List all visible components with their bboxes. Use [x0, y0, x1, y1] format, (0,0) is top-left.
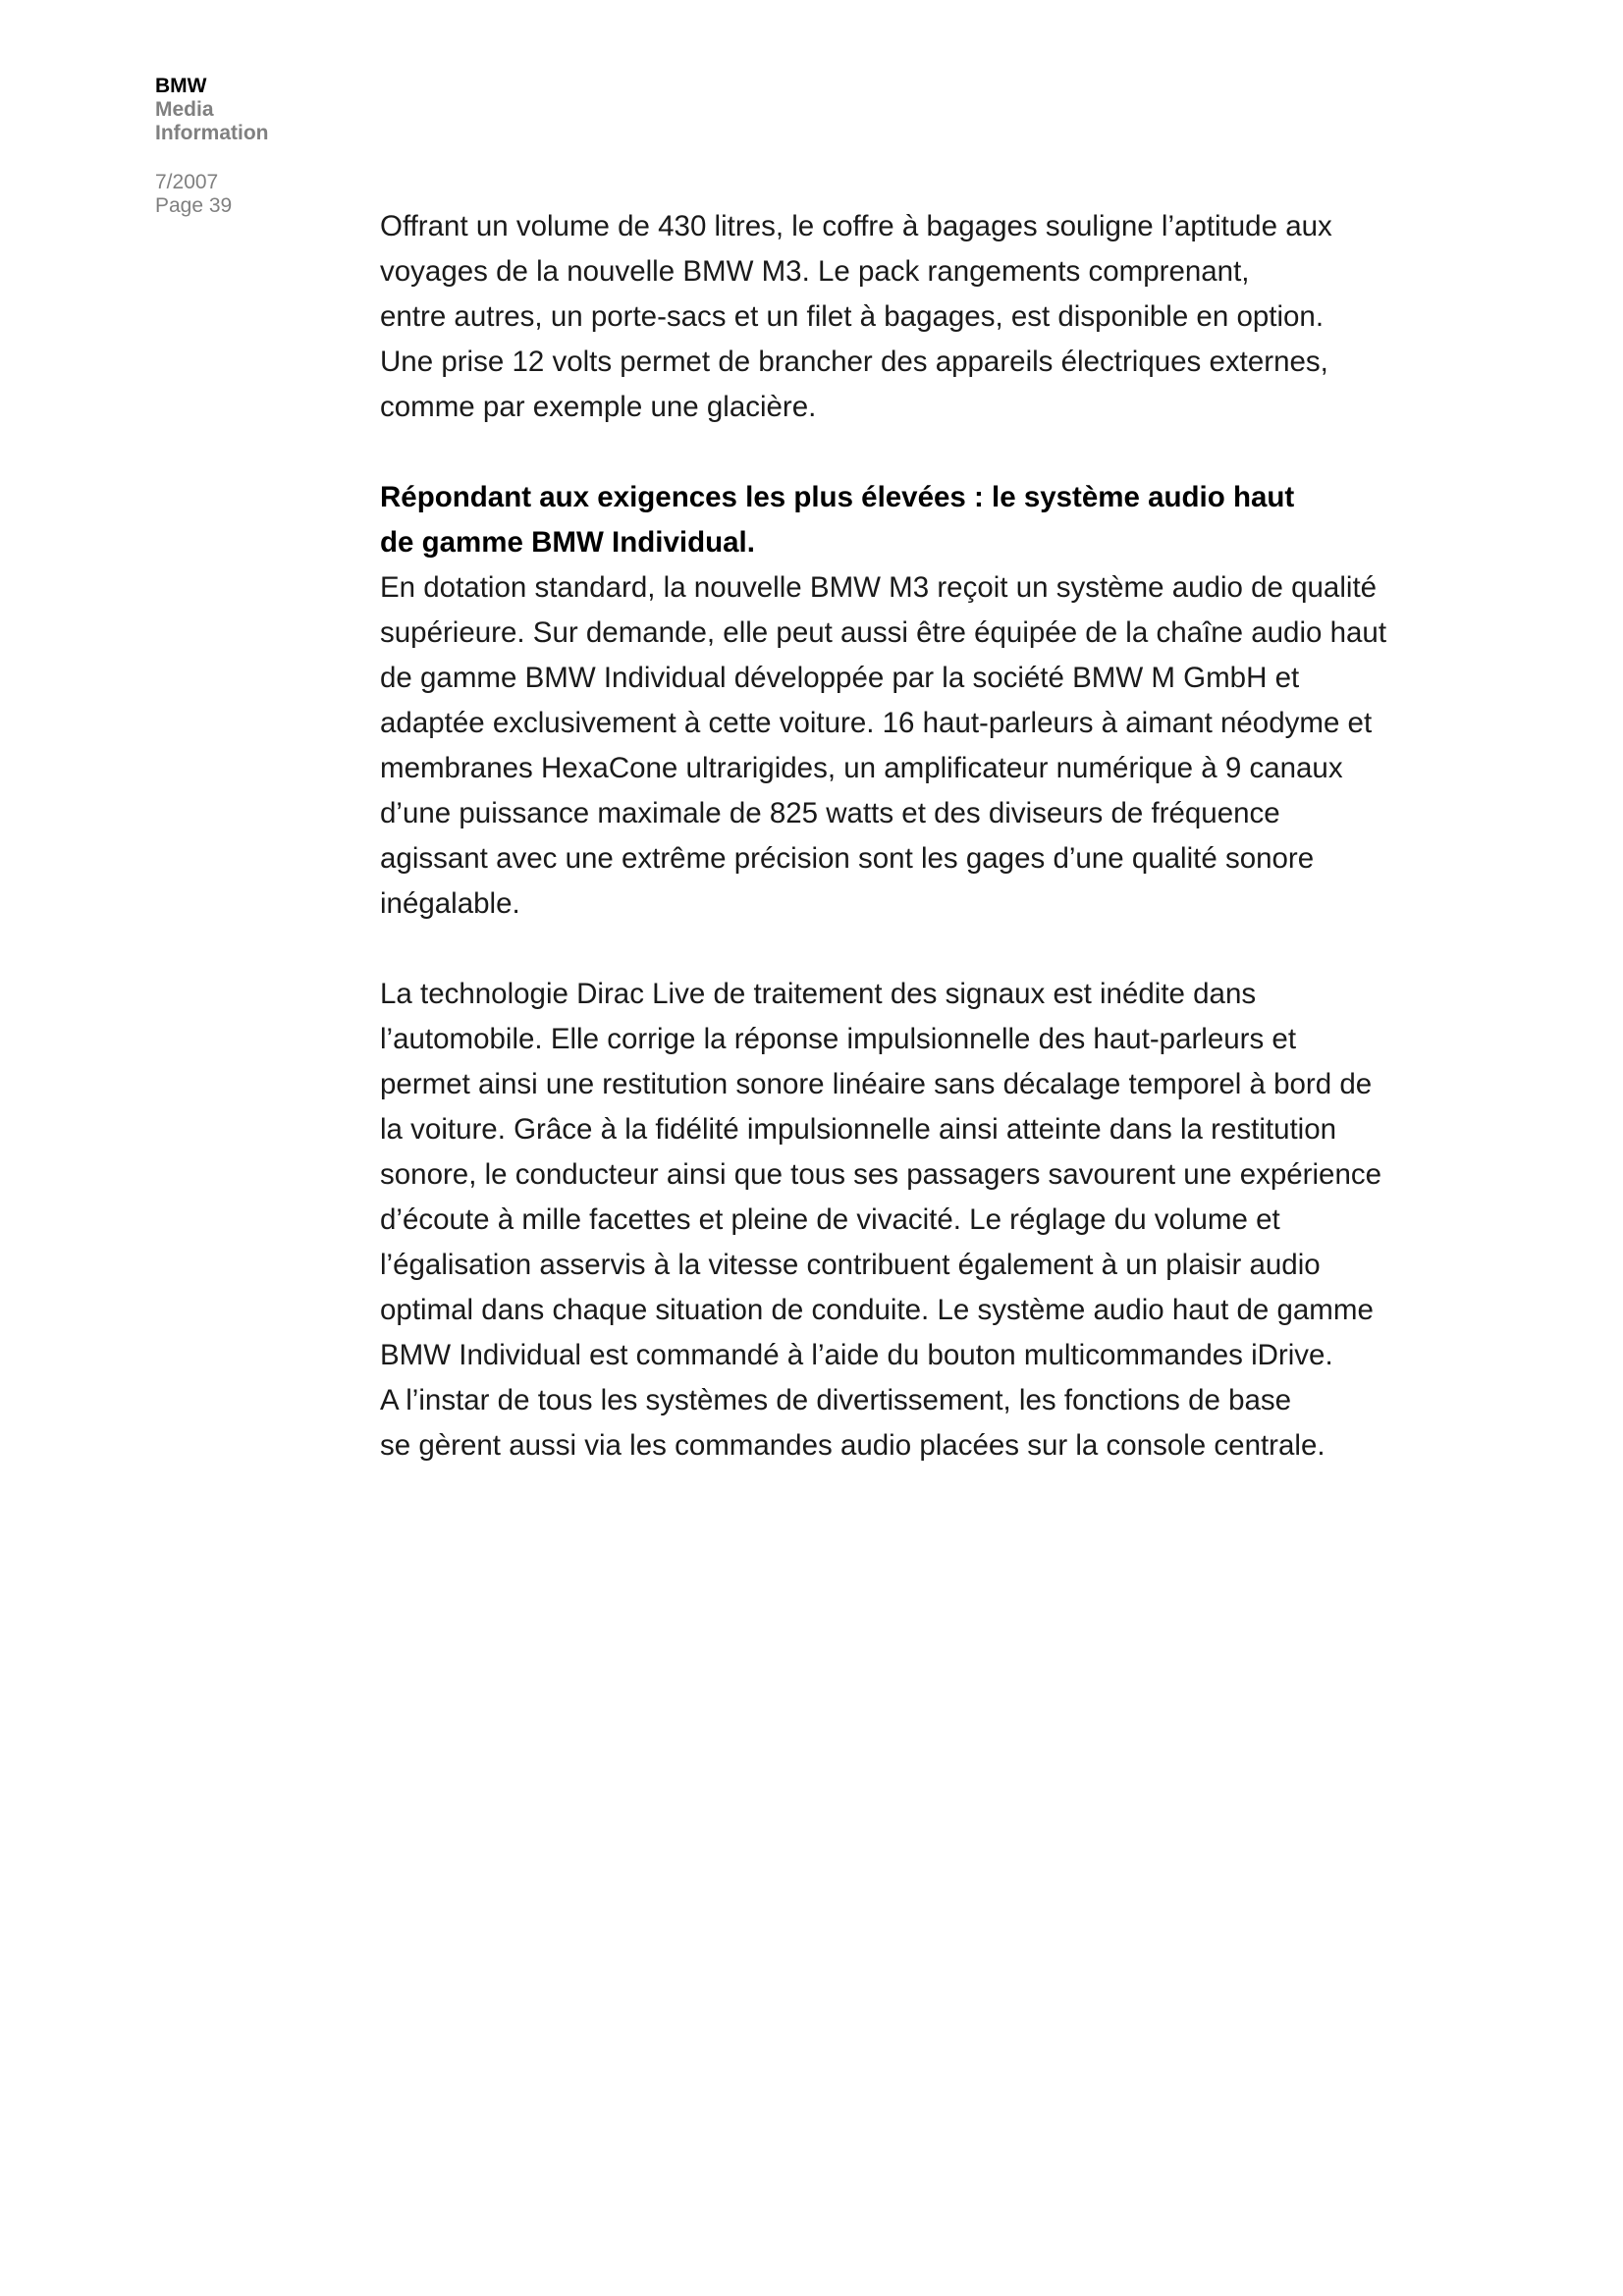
document-meta	[155, 171, 352, 218]
text-line: Offrant un volume de 430 litres, le coffre à bagages souligne l’aptitude aux	[380, 210, 1332, 242]
text-line: sonore, le conducteur ainsi que tous ses passagers savourent une expérience	[380, 1158, 1382, 1191]
text-line: permet ainsi une restitution sonore linéaire sans décalage temporel à bord de	[380, 1068, 1373, 1100]
text-line: la voiture. Grâce à la fidélité impulsionnelle ainsi atteinte dans la restitution	[380, 1113, 1337, 1146]
text-line: agissant avec une extrême précision sont les gages d’une qualité sonore	[380, 842, 1315, 875]
heading-line: de gamme BMW Individual.	[380, 526, 755, 559]
section-heading	[380, 475, 1401, 565]
brand-subtitle-media: Media	[155, 98, 214, 121]
paragraph-dirac-live	[380, 972, 1401, 1468]
heading-line: Répondant aux exigences les plus élevées : le système audio haut	[380, 481, 1295, 513]
text-line: A l’instar de tous les systèmes de divertissement, les fonctions de base	[380, 1384, 1292, 1416]
page-number: Page 39	[155, 194, 233, 217]
text-line: membranes HexaCone ultrarigides, un amplificateur numérique à 9 canaux	[380, 752, 1343, 784]
paragraph-audio-system	[380, 565, 1401, 927]
text-line: adaptée exclusivement à cette voiture. 16 haut-parleurs à aimant néodyme et	[380, 707, 1373, 739]
text-line: supérieure. Sur demande, elle peut aussi être équipée de la chaîne audio haut	[380, 616, 1387, 649]
text-line: entre autres, un porte-sacs et un filet à bagages, est disponible en option.	[380, 300, 1325, 333]
paragraph-luggage	[380, 204, 1401, 430]
brand-name: BMW	[155, 75, 207, 97]
text-line: d’une puissance maximale de 825 watts et des diviseurs de fréquence	[380, 797, 1280, 829]
text-line: l’égalisation asservis à la vitesse contribuent également à un plaisir audio	[380, 1249, 1321, 1281]
text-line: de gamme BMW Individual développée par la société BMW M GmbH et	[380, 662, 1300, 694]
text-line: optimal dans chaque situation de conduite. Le système audio haut de gamme	[380, 1294, 1374, 1326]
text-line: La technologie Dirac Live de traitement des signaux est inédite dans	[380, 978, 1257, 1010]
brand-subtitle-information: Information	[155, 122, 269, 144]
text-line: l’automobile. Elle corrige la réponse impulsionnelle des haut-parleurs et	[380, 1023, 1297, 1055]
text-line: se gèrent aussi via les commandes audio placées sur la console centrale.	[380, 1429, 1325, 1462]
text-line: BMW Individual est commandé à l’aide du bouton multicommandes iDrive.	[380, 1339, 1333, 1371]
text-line: comme par exemple une glacière.	[380, 391, 817, 423]
main-content	[380, 204, 1401, 1468]
document-header	[155, 75, 352, 218]
text-line: Une prise 12 volts permet de brancher des appareils électriques externes,	[380, 346, 1328, 378]
text-line: inégalable.	[380, 887, 520, 920]
text-line: En dotation standard, la nouvelle BMW M3 reçoit un système audio de qualité	[380, 571, 1378, 604]
document-date: 7/2007	[155, 171, 219, 193]
text-line: d’écoute à mille facettes et pleine de vivacité. Le réglage du volume et	[380, 1203, 1280, 1236]
text-line: voyages de la nouvelle BMW M3. Le pack rangements comprenant,	[380, 255, 1250, 288]
